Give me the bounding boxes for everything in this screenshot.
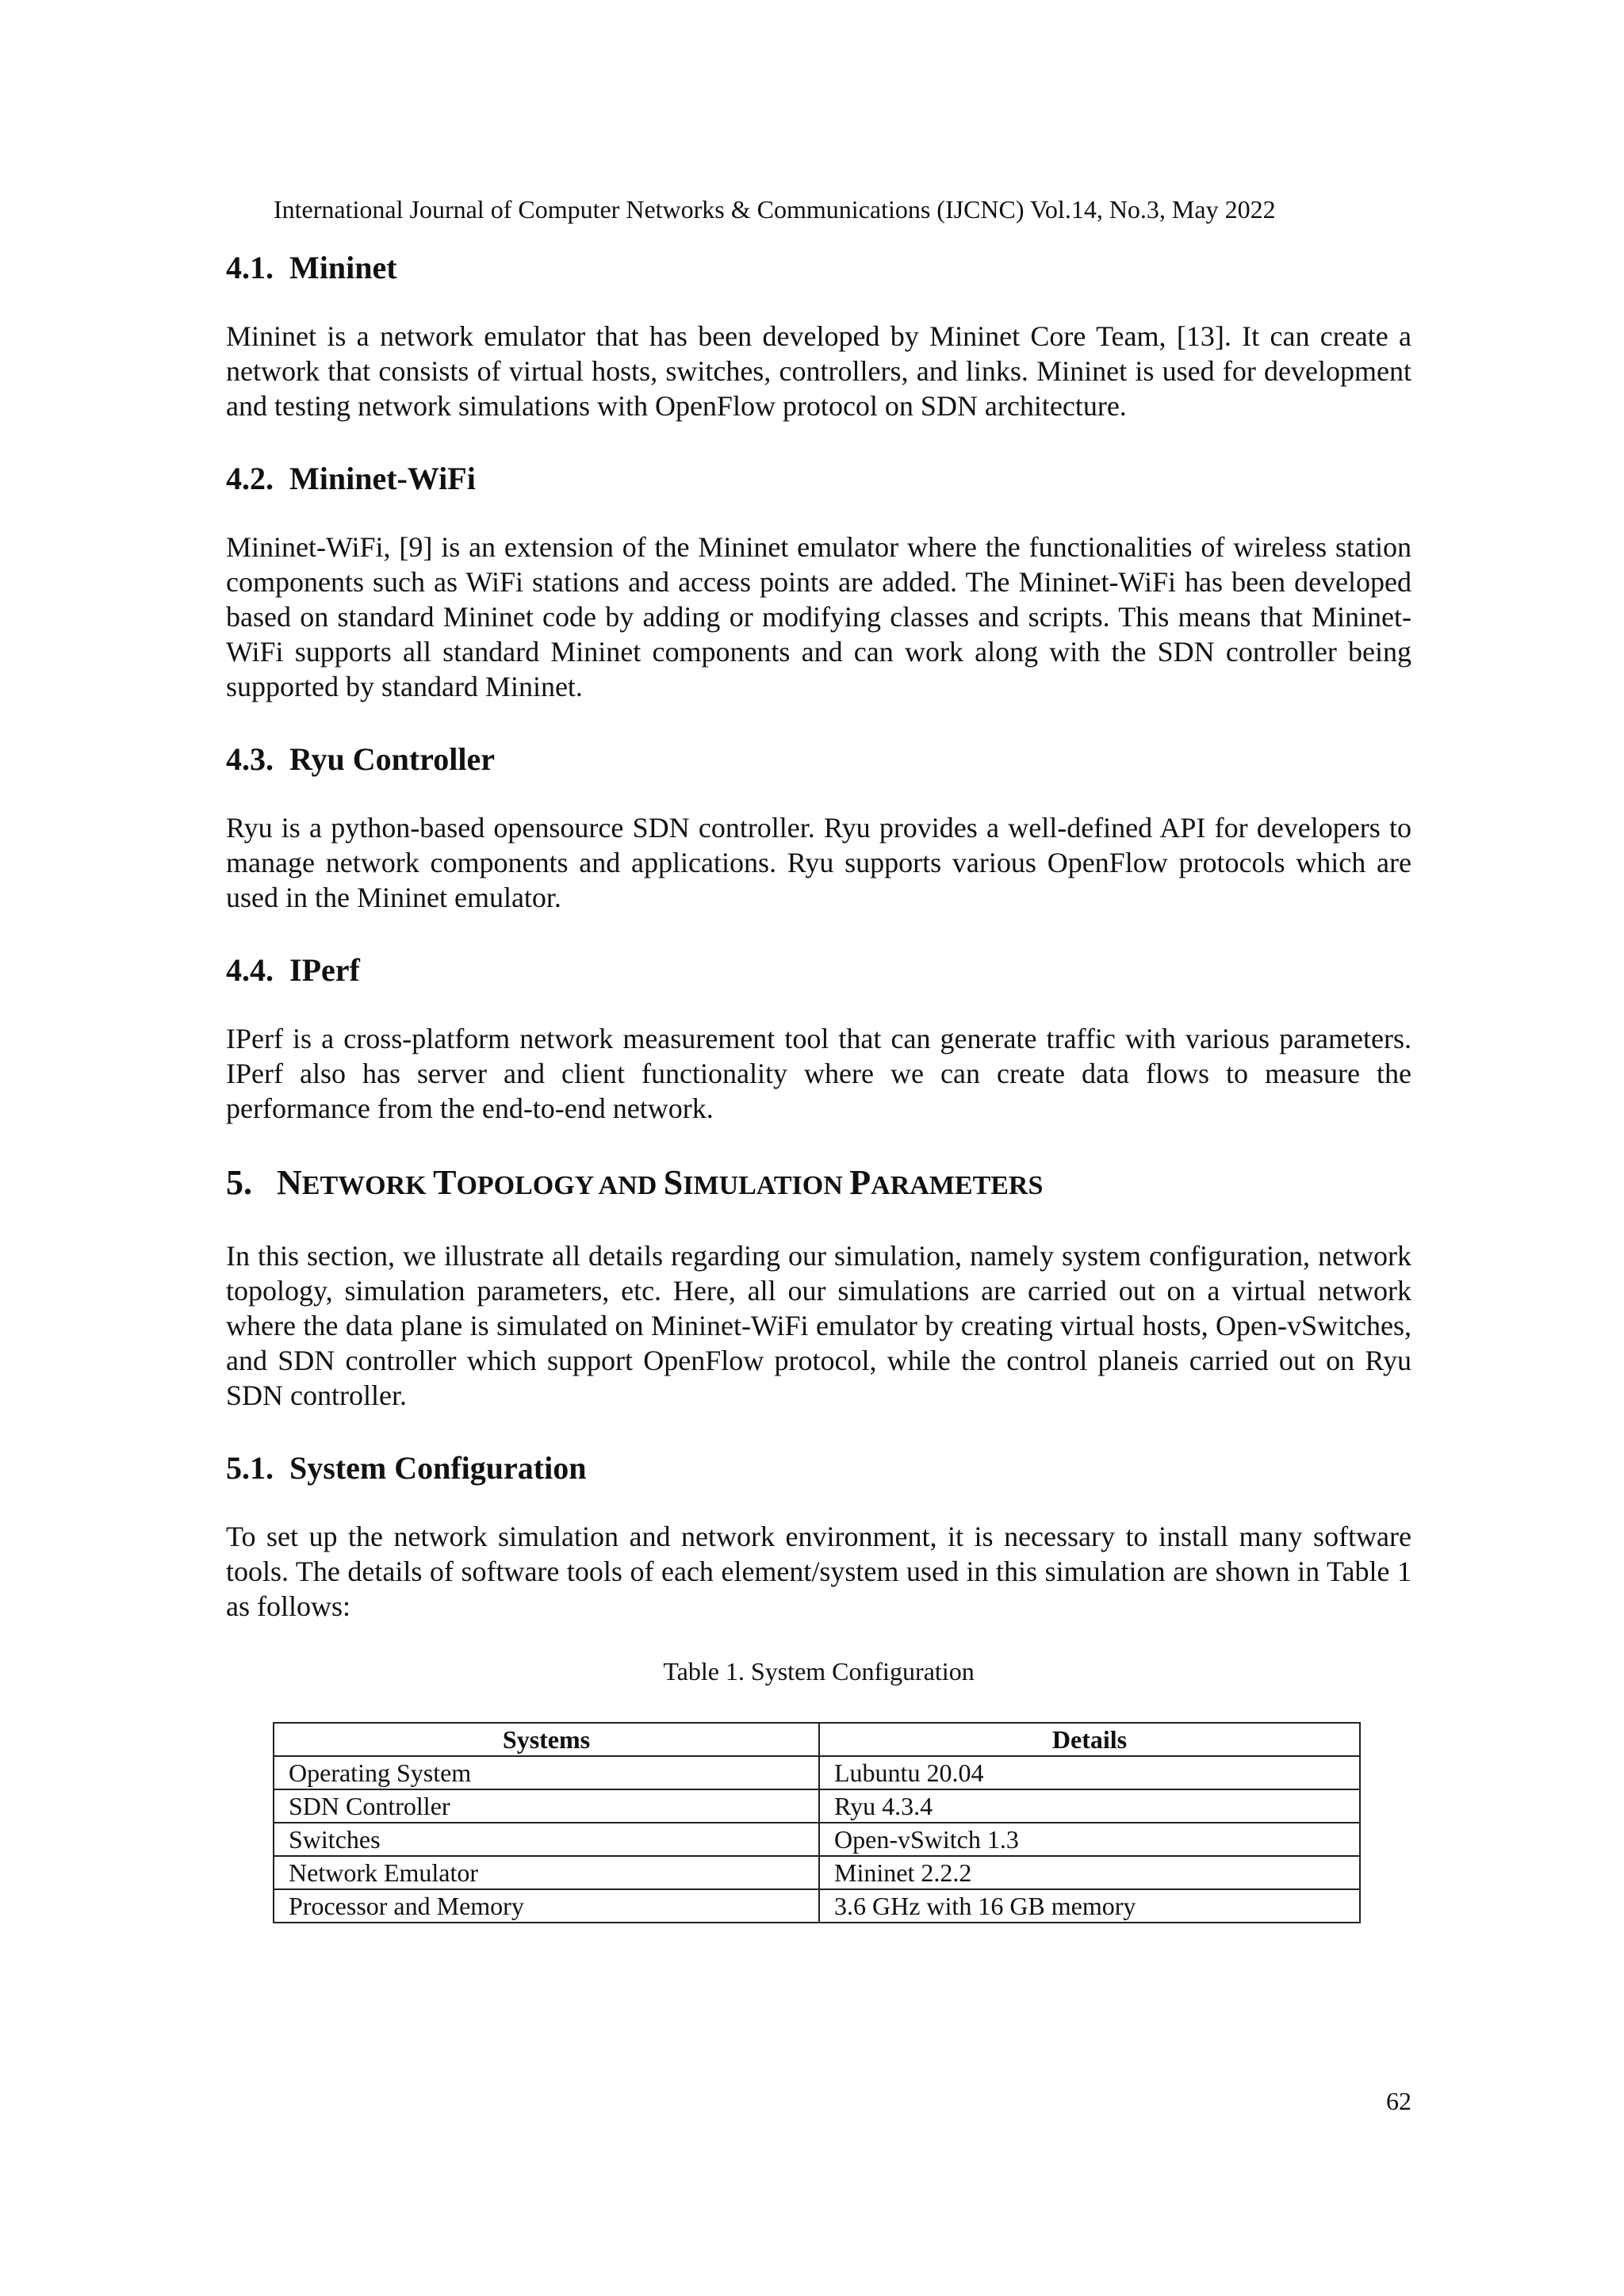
page-content	[226, 249, 1411, 1923]
table-cell: Ryu 4.3.4	[819, 1789, 1360, 1823]
table-caption: Table 1. System Configuration	[663, 1657, 975, 1686]
section-number: 5.	[226, 1163, 252, 1202]
section-number: 5.1.	[226, 1450, 274, 1486]
table-row	[274, 1856, 1360, 1889]
table-row	[274, 1823, 1360, 1856]
section-paragraph-4-2: Mininet-WiFi, [9] is an extension of the Mininet emulator where the functionalities of wireless station components such as WiFi stations and access points are added. The Mininet-WiFi has been developed based on standard Mininet code by adding or modifying classes and scripts. This means that Mininet-WiFi supports all standard Mininet components and can work along with the SDN controller being supported by standard Mininet.	[226, 531, 1411, 702]
table-cell: Processor and Memory	[274, 1889, 819, 1923]
section-heading-4-4	[226, 951, 1411, 989]
table-row	[274, 1756, 1360, 1789]
section-paragraph-5-1: To set up the network simulation and network environment, it is necessary to install many software tools. The details of software tools of each element/system used in this simulation are shown in Table 1 as follows:	[226, 1521, 1411, 1622]
table-cell: Open-vSwitch 1.3	[819, 1823, 1360, 1856]
section-number: 4.1.	[226, 250, 274, 285]
table-cell: Operating System	[274, 1756, 819, 1789]
table-row	[274, 1889, 1360, 1923]
table-cell: SDN Controller	[274, 1789, 819, 1823]
section-heading-5: 5. NETWORK TOPOLOGY AND SIMULATION PARAMETERS	[226, 1163, 1044, 1202]
section-paragraph-4-4: IPerf is a cross-platform network measurement tool that can generate traffic with various parameters. IPerf also has server and client functionality where we can create data flows to measure the performance from the end-to-end network.	[226, 1023, 1411, 1124]
section-number: 4.2.	[226, 461, 274, 496]
section-paragraph-4-3: Ryu is a python-based opensource SDN controller. Ryu provides a well-defined API for developers to manage network components and applications. Ryu supports various OpenFlow protocols which are used in the Mininet emulator.	[226, 812, 1411, 913]
table-cell: 3.6 GHz with 16 GB memory	[819, 1889, 1360, 1923]
section-title: Mininet	[289, 250, 397, 285]
section-paragraph-4-1: Mininet is a network emulator that has been developed by Mininet Core Team, [13]. It can create a network that consists of virtual hosts, switches, controllers, and links. Mininet is used for development and testing network simulations with OpenFlow protocol on SDN architecture.	[226, 320, 1411, 422]
section-title: System Configuration	[289, 1450, 587, 1486]
section-heading-4-1	[226, 249, 1411, 287]
section-heading-4-3	[226, 740, 1411, 779]
section-number: 4.4.	[226, 952, 274, 988]
section-title: IPerf	[289, 952, 360, 988]
table-cell: Lubuntu 20.04	[819, 1756, 1360, 1789]
section-title: Ryu Controller	[289, 741, 495, 777]
running-header: International Journal of Computer Networks & Communications (IJCNC) Vol.14, No.3, May 2022	[274, 195, 1276, 224]
page-number: 62	[1386, 2087, 1411, 2115]
table-cell: Switches	[274, 1823, 819, 1856]
table-cell: Network Emulator	[274, 1856, 819, 1889]
section-paragraph-5: In this section, we illustrate all details regarding our simulation, namely system configuration, network topology, simulation parameters, etc. Here, all our simulations are carried out on a virtual network where the data plane is simulated on Mininet-WiFi emulator by creating virtual hosts, Open-vSwitches, and SDN controller which support OpenFlow protocol, while the control planeis carried out on Ryu SDN controller.	[226, 1240, 1411, 1411]
section-title: Mininet-WiFi	[289, 461, 476, 496]
table-row	[274, 1789, 1360, 1823]
section-heading-4-2	[226, 460, 1411, 498]
system-configuration-table	[273, 1722, 1361, 1923]
section-heading-5-1	[226, 1449, 1411, 1487]
table-cell: Mininet 2.2.2	[819, 1856, 1360, 1889]
table-header-row	[274, 1723, 1360, 1756]
table-header-cell: Systems	[274, 1723, 819, 1756]
table-header-cell: Details	[819, 1723, 1360, 1756]
section-number: 4.3.	[226, 741, 274, 777]
